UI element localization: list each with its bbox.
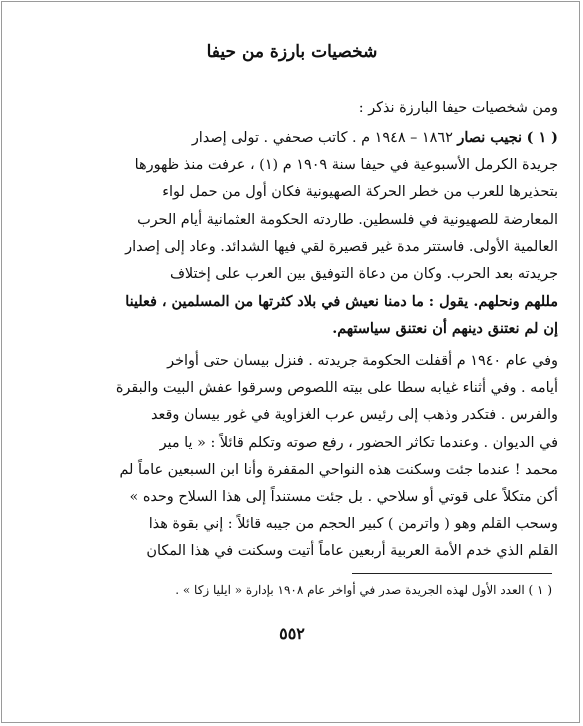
footnote: ( ١ ) العدد الأول لهذه الجريدة صدر في أواخر عام ١٩٠٨ بإدارة « ايليا زكا » . [175, 583, 552, 597]
paragraph-line: المعارضة للصهيونية في فلسطين. طاردته الحكومة العثمانية أيام الحرب [137, 211, 558, 228]
paragraph-line: وفي عام ١٩٤٠ م أقفلت الحكومة جريدته . فنزل بيسان حتى أواخر [167, 353, 558, 369]
paragraph-line: أيامه . وفي أثناء غيابه سطا على بيته اللصوص وسرقوا عفش البيت والبقرة [115, 380, 558, 397]
paragraph-line: أكن متكلاً على قوتي أو سلاحي . بل جئت مستنداً إلى هذا السلاح وحده » [129, 489, 558, 506]
paragraph-line: وسحب القلم وهو ( واترمن ) كبير الحجم من جيبه قائلاً : إني بقوة هذا [148, 516, 558, 533]
paragraph-line: محمد ! عندما جئت وسكنت هذه النواحي المقفرة وأنا ابن السبعين عاماً لم [119, 461, 558, 478]
paragraph-later-years [26, 348, 558, 566]
entry-number: ( ١ ) [526, 129, 558, 146]
paragraph-najib-nassar [26, 124, 558, 343]
paragraph-line: مللهم ونحلهم. يقول : ما دمنا نعيش في بلاد كثرتها من المسلمين ، فعلينا [125, 293, 558, 311]
paragraph-line: جريدة الكرمل الأسبوعية في حيفا سنة ١٩٠٩ م (١) ، عرفت منذ ظهورها [134, 157, 558, 174]
intro-line: ومن شخصيات حيفا البارزة نذكر : [358, 100, 558, 116]
paragraph-line: بتحذيرها للعرب من خطر الحركة الصهيونية فكان أول من حمل لواء [162, 184, 558, 201]
entry-name: نجيب نصار [457, 129, 523, 146]
paragraph-line: العالمية الأولى. فاستتر مدة غير قصيرة لقي فيها الشدائد. وعاد إلى إصدار [125, 238, 558, 255]
paragraph-line: في الديوان . وعندما تكاثر الحضور ، رفع صوته وتكلم قائلاً : « يا مير [159, 434, 558, 451]
paragraph-line: إن لم نعتنق دينهم أن نعتنق سياستهم. [332, 320, 558, 338]
footnote-divider [352, 573, 552, 574]
intro-paragraph [26, 95, 558, 122]
entry-text: ١٨٦٢ – ١٩٤٨ م . كاتب صحفي . تولى إصدار [191, 130, 453, 146]
page-title: شخصيات بارزة من حيفا [206, 42, 378, 62]
paragraph-line: والفرس . فتكدر وذهب إلى رئيس عرب الغزاوية في غور بيسان وقعد [150, 407, 558, 424]
paragraph-line: جريدته بعد الحرب. وكان من دعاة التوفيق بين العرب على إختلاف [169, 266, 558, 283]
paragraph-line [26, 124, 558, 152]
page-frame [1, 1, 580, 723]
page-number: ٥٥٢ [279, 624, 305, 643]
paragraph-line: القلم الذي خدم الأمة العربية أربعين عاماً أتيت وسكنت في هذا المكان [146, 543, 558, 560]
book-page [22, 2, 562, 724]
